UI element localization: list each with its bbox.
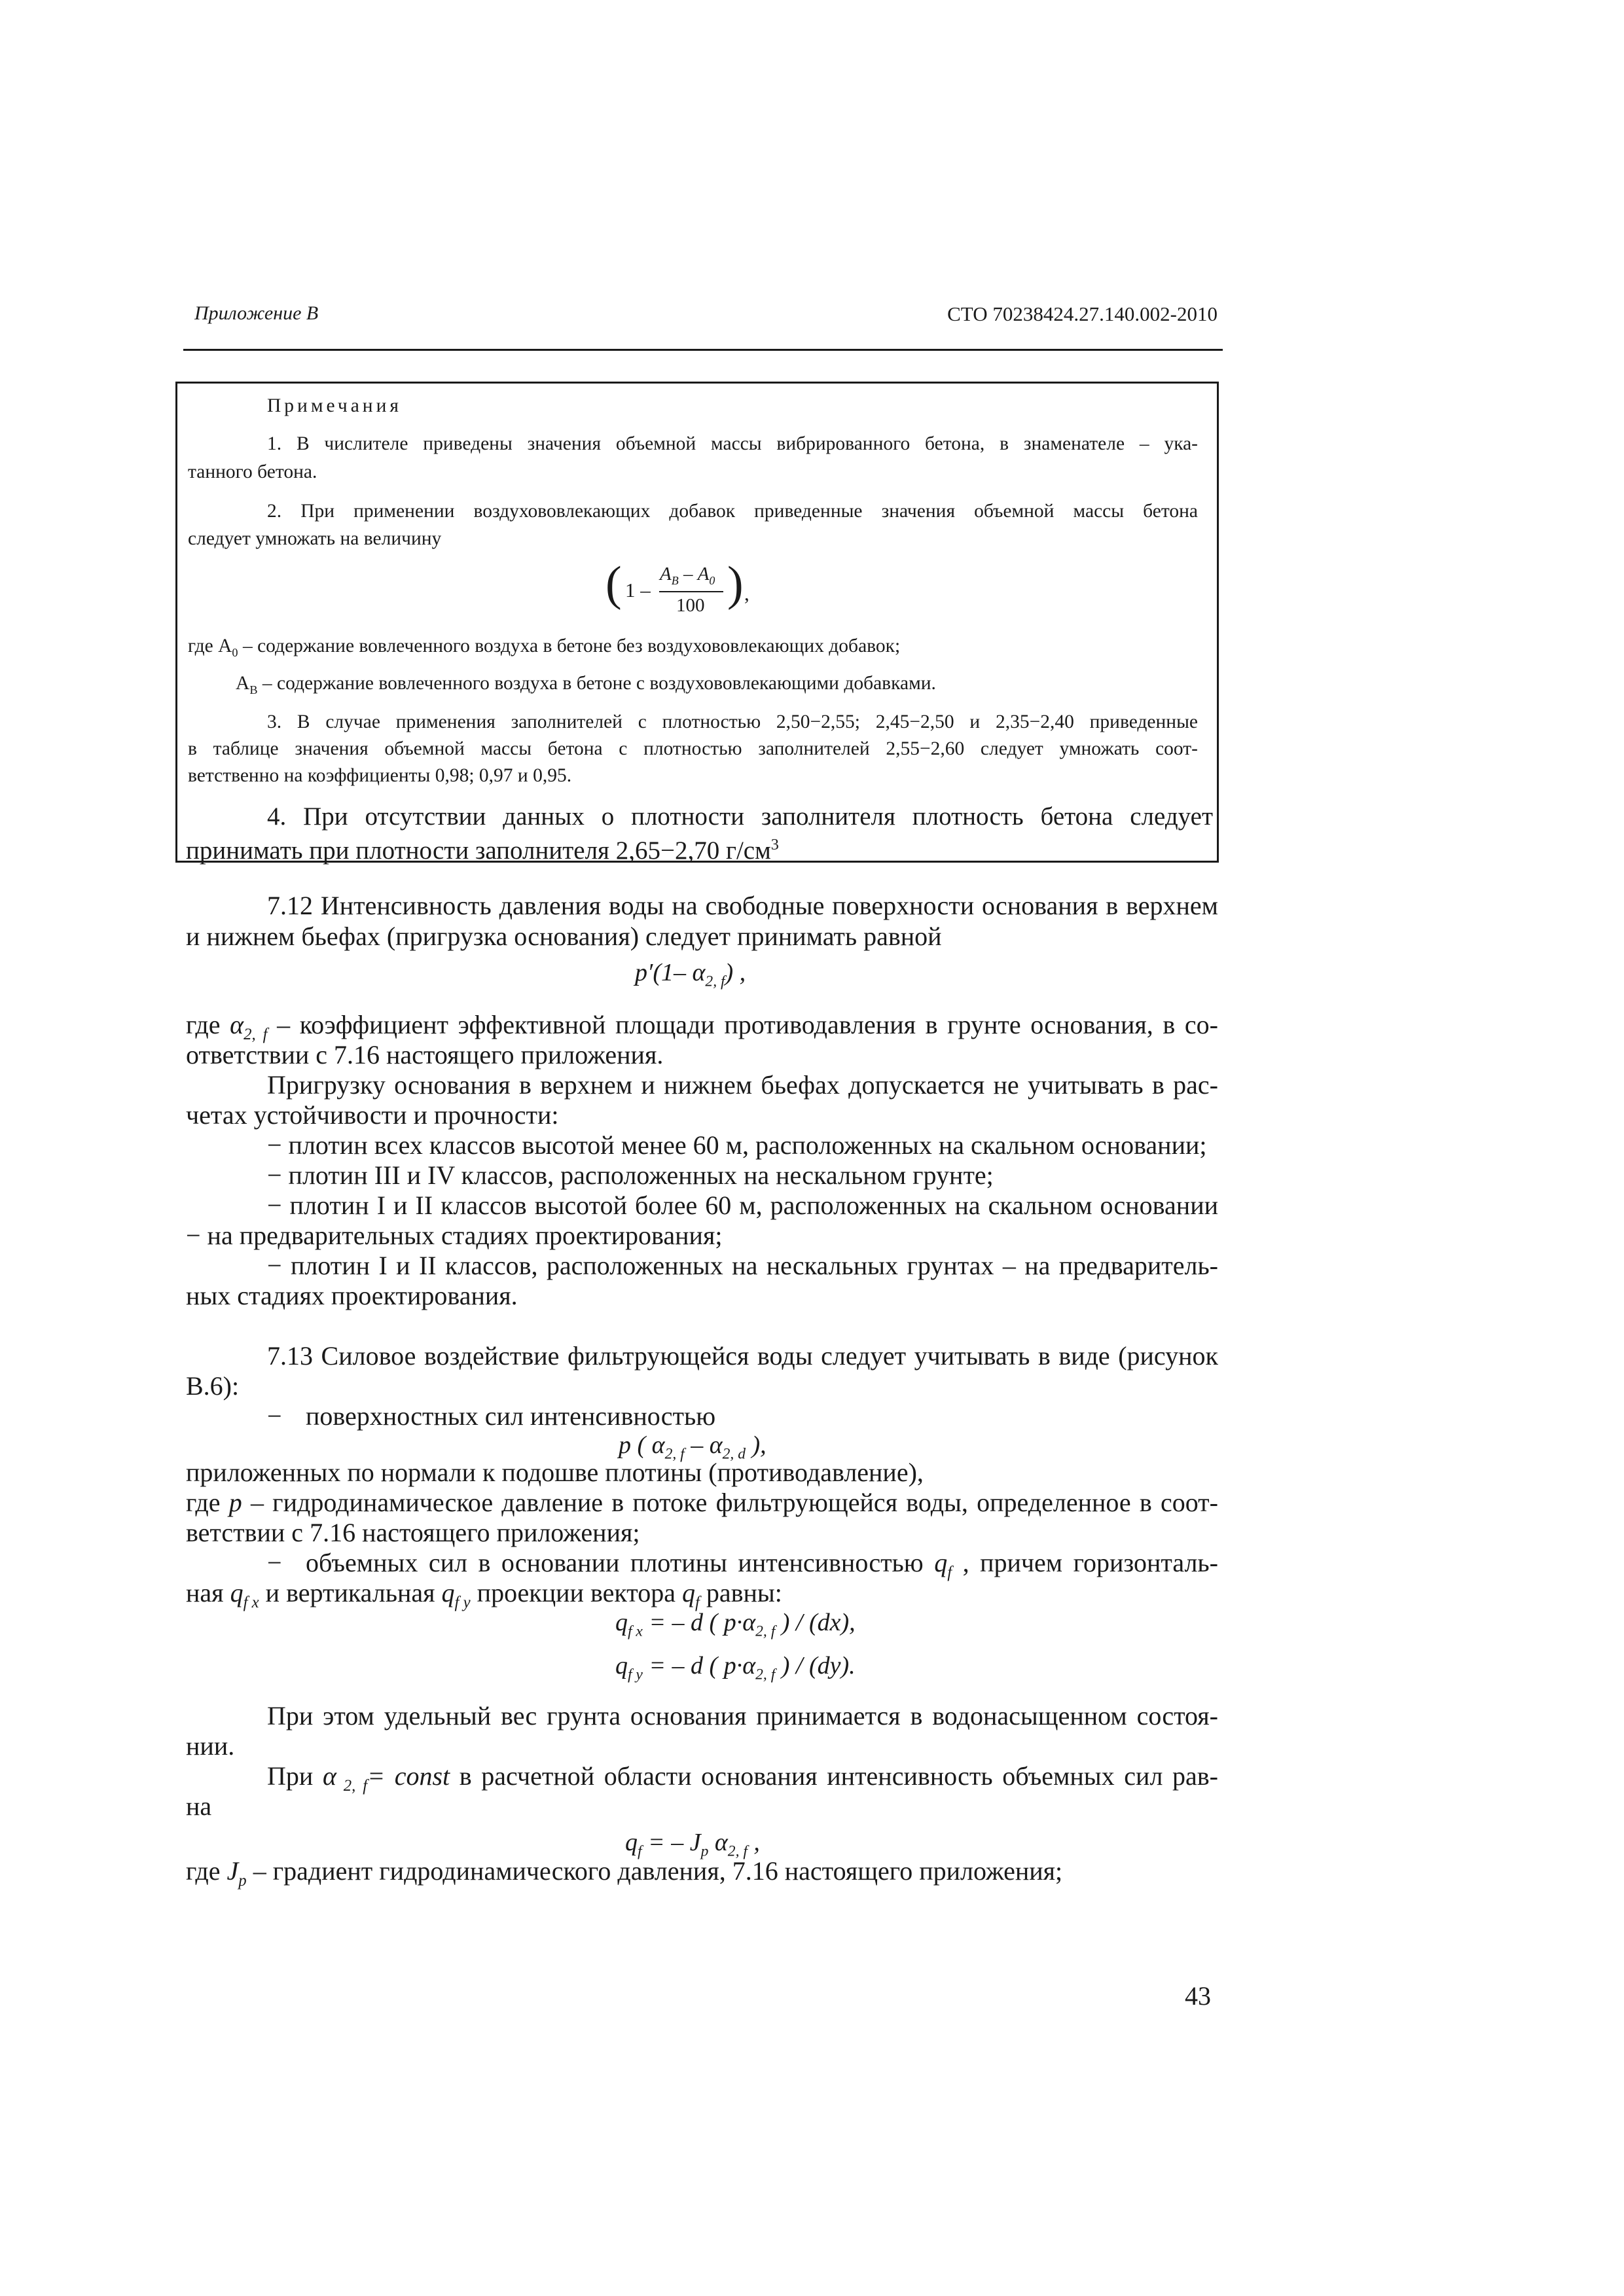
applied-normal-line: приложенных по нормали к подошве плотины (противодавление), bbox=[186, 1458, 924, 1487]
jp-definition-line: где $J_p$ – градиент гидродинамического давления, 7.16 настоящего приложения; bbox=[186, 1856, 1063, 1890]
dash-item-3-line-2: − на предварительных стадиях проектирования; bbox=[186, 1221, 723, 1250]
formula-qf: $q_f$ = – $J_p$ $\alpha_{2, f}$ , bbox=[625, 1829, 760, 1860]
dash-item-2: − плотин III и IV классов, расположенных на нескальном грунте; bbox=[267, 1160, 994, 1190]
note-1-line-1: 1. В числителе приведены значения объемной массы вибрированного бетона, в знаменателе – ука- bbox=[267, 433, 1198, 454]
fraction-denominator: 100 bbox=[676, 595, 705, 616]
header-appendix-label: Приложение В bbox=[194, 302, 319, 324]
dash-item-4-line-1: − плотин I и II классов, расположенных на нескальных грунтах – на предваритель- bbox=[267, 1251, 1218, 1280]
correction-factor-formula bbox=[605, 557, 776, 625]
note-3-line-1: 3. В случае применения заполнителей с плотностью 2,50−2,55; 2,45−2,50 и 2,35−2,40 приведенные bbox=[267, 711, 1198, 732]
bullet-2-line-2: ная $q_{f x}$ и вертикальная $q_{f y}$ проекции вектора $q_f$ равны: bbox=[186, 1578, 782, 1611]
fraction-numerator: $A_В - A_0$ bbox=[660, 564, 715, 587]
para-7-13-line-1: 7.13 Силовое воздействие фильтрующейся воды следует учитывать в виде (рисунок bbox=[267, 1341, 1218, 1371]
note-2-line-1: 2. При применении воздухововлекающих добавок приведенные значения объемной массы бетона bbox=[267, 501, 1198, 522]
para-7-12-line-2: и нижнем бьефах (пригрузка основания) следует принимать равной bbox=[186, 922, 942, 951]
para-7-12-line-1: 7.12 Интенсивность давления воды на свободные поверхности основания в верхнем bbox=[267, 891, 1218, 920]
bullet-2-dash: − bbox=[267, 1548, 282, 1577]
const-alpha-line-2: на bbox=[186, 1791, 212, 1821]
p-definition-line-2: ветствии с 7.16 настоящего приложения; bbox=[186, 1518, 640, 1547]
note-3-line-3: ветственно на коэффициенты 0,98; 0,97 и 0,95. bbox=[188, 765, 572, 786]
formula-one-minus: 1 – bbox=[625, 579, 651, 601]
where-a0-line: где $A_0$ – содержание вовлеченного воздуха в бетоне без воздухововлекающих добавок; bbox=[188, 636, 901, 659]
where-ab-line: $A_B$ – содержание вовлеченного воздуха в бетоне с воздухововлекающими добавками. bbox=[236, 673, 936, 696]
bullet-1-text: поверхностных сил интенсивностью bbox=[306, 1401, 716, 1431]
alpha-definition-line-1: где $\alpha_{2, f}$ – коэффициент эффективной площади противодавления в грунте основания, в со- bbox=[186, 1010, 1218, 1043]
header-standard-code: СТО 70238424.27.140.002-2010 bbox=[947, 302, 1218, 325]
note-3-line-2: в таблице значения объемной массы бетона с плотностью заполнителей 2,55−2,60 следует умножать соот- bbox=[188, 738, 1198, 759]
header-rule bbox=[183, 349, 1223, 351]
formula-surcharge: p′(1– $\alpha_{2, f}$) , bbox=[635, 959, 746, 990]
page-number: 43 bbox=[1185, 1981, 1211, 2011]
const-alpha-line-1: При α $_{2, f}$= const в расчетной области основания интенсивность объемных сил рав- bbox=[267, 1761, 1219, 1795]
note-4-line-1: 4. При отсутствии данных о плотности заполнителя плотность бетона следует bbox=[267, 802, 1213, 831]
note-1-line-2: танного бетона. bbox=[188, 461, 317, 482]
unit-weight-line-2: нии. bbox=[186, 1731, 235, 1761]
alpha-definition-line-2: ответствии с 7.16 настоящего приложения. bbox=[186, 1040, 664, 1069]
p-definition-line-1: где p – гидродинамическое давление в потоке фильтрующейся воды, определенное в соот- bbox=[186, 1488, 1218, 1517]
formula-surface-forces: p ( $\alpha_{2, f} - \alpha_{2, d}$ ), bbox=[619, 1431, 767, 1463]
fraction-bar bbox=[659, 591, 723, 592]
unit-weight-line-1: При этом удельный вес грунта основания принимается в водонасыщенном состоя- bbox=[267, 1701, 1218, 1731]
para-7-13-line-2: В.6): bbox=[186, 1371, 240, 1401]
formula-qfy: $q_{f y}$ = – d ( $p\cdot\alpha_{2, f}$ ) / (dy). bbox=[615, 1652, 856, 1683]
formula-qfx: $q_{f x}$ = – d ( $p\cdot\alpha_{2, f}$ ) / (dx), bbox=[615, 1609, 856, 1640]
bullet-1-dash: − bbox=[267, 1401, 282, 1431]
note-4-line-2: принимать при плотности заполнителя 2,65−2,70 $г/см^3$ bbox=[186, 836, 779, 865]
notes-title: Примечания bbox=[267, 395, 402, 416]
formula-comma: , bbox=[744, 582, 749, 605]
note-2-line-2: следует умножать на величину bbox=[188, 528, 442, 549]
surcharge-note-line-1: Пригрузку основания в верхнем и нижнем бьефах допускается не учитывать в рас- bbox=[267, 1070, 1218, 1100]
right-parenthesis: ) bbox=[727, 557, 744, 611]
bullet-2-line-1: объемных сил в основании плотины интенсивностью $q_f$ , причем горизонталь- bbox=[306, 1548, 1218, 1581]
dash-item-1: − плотин всех классов высотой менее 60 м, расположенных на скальном основании; bbox=[267, 1130, 1207, 1160]
dash-item-4-line-2: ных стадиях проектирования. bbox=[186, 1281, 518, 1310]
surcharge-note-line-2: четах устойчивости и прочности: bbox=[186, 1100, 559, 1130]
dash-item-3-line-1: − плотин I и II классов высотой более 60 м, расположенных на скальном основании bbox=[267, 1191, 1218, 1220]
left-parenthesis: ( bbox=[605, 557, 622, 611]
